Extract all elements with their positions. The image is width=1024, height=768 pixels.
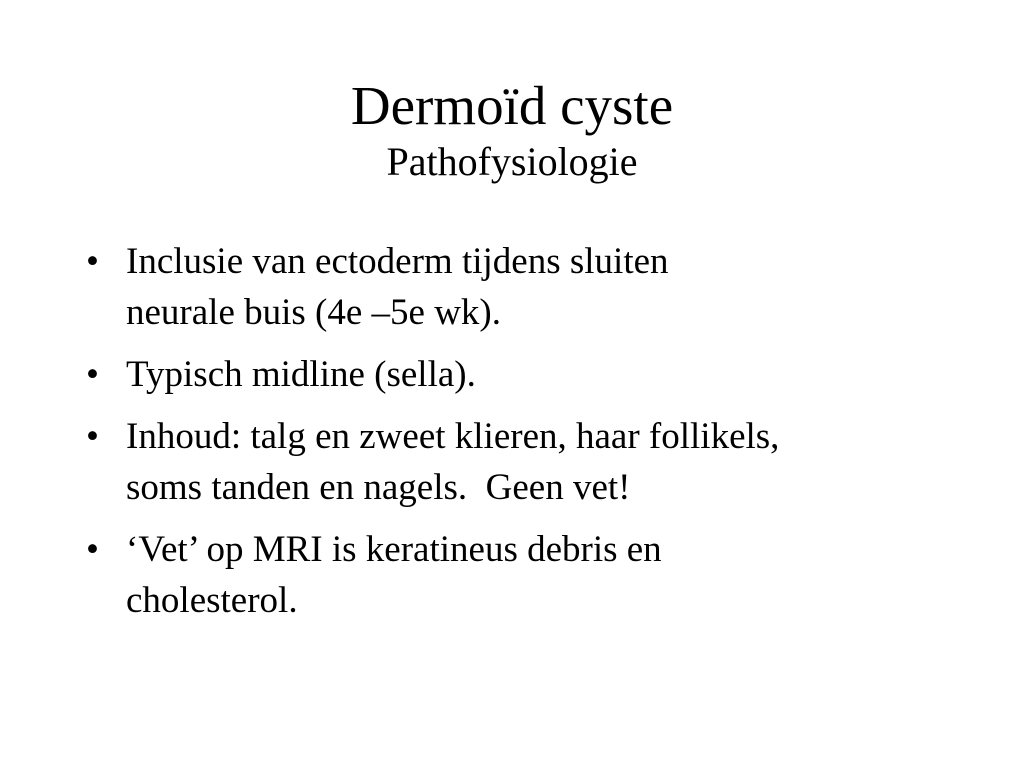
bullet-list [86,236,966,637]
slide-subtitle: Pathofysiologie [386,139,638,184]
bullet-text-line: neurale buis (4e –5e wk). [126,292,502,333]
bullet-item [86,236,966,338]
bullet-text-line: ‘Vet’ op MRI is keratineus debris en [126,529,662,570]
title-block [0,74,1024,186]
bullet-text-line: Inclusie van ectoderm tijdens sluiten [126,241,669,282]
bullet-text-line: Inhoud: talg en zweet klieren, haar follikels, [126,416,780,457]
bullet-item [86,411,966,513]
bullet-icon: • [86,529,99,570]
bullet-icon: • [86,354,99,395]
bullet-item [86,524,966,626]
bullet-text-line: soms tanden en nagels. Geen vet! [126,467,631,508]
bullet-icon: • [86,416,99,457]
bullet-icon: • [86,241,99,282]
bullet-item [86,349,966,400]
bullet-text-line: Typisch midline (sella). [126,354,476,395]
bullet-text-line: cholesterol. [126,580,298,621]
slide-title: Dermoïd cyste [350,75,674,136]
